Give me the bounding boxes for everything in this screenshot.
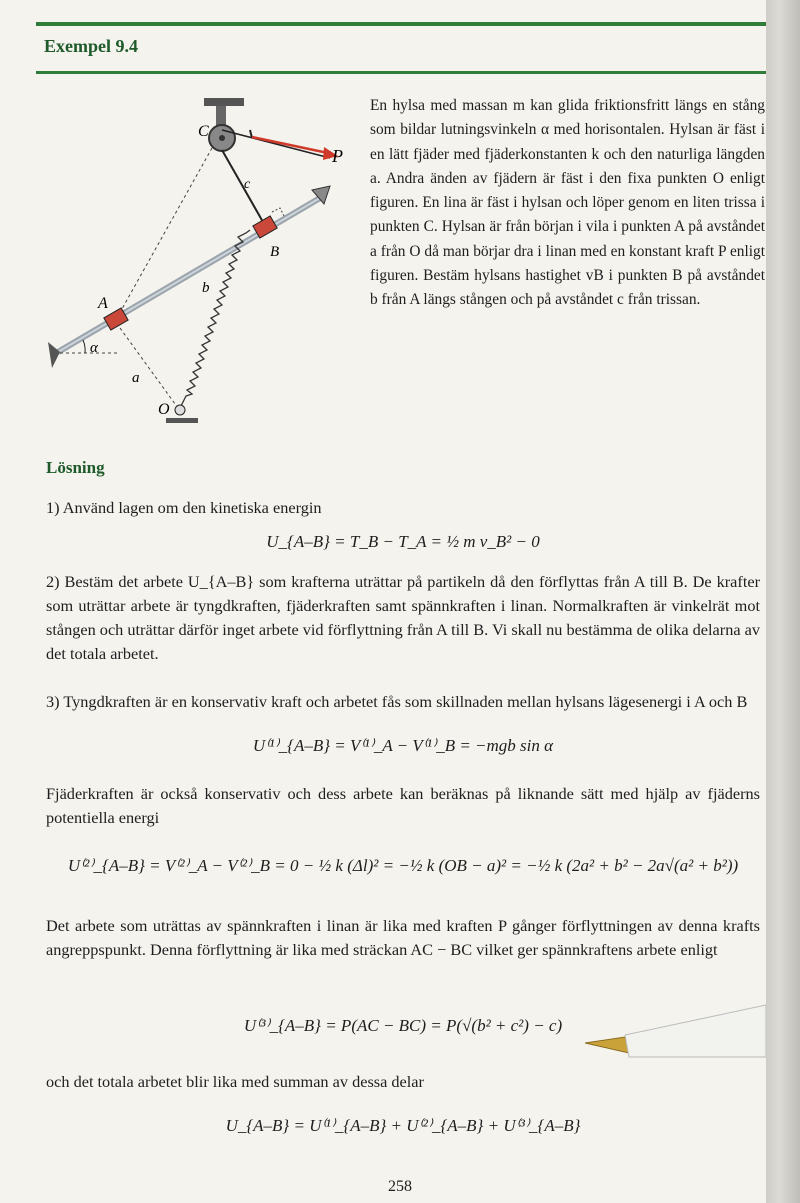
cord-c: [222, 150, 263, 222]
example-heading: Exempel 9.4: [44, 36, 138, 56]
support-left: [48, 342, 60, 368]
label-alpha: α: [90, 340, 98, 356]
page-edge: [766, 0, 800, 1203]
label-c-length: c: [244, 177, 251, 192]
total-text: och det totala arbetet blir lika med summan av dessa delar: [46, 1072, 424, 1091]
label-p: P: [332, 146, 343, 166]
pulley-mount: [204, 98, 244, 106]
label-o: O: [158, 401, 170, 418]
pen-icon: [585, 995, 766, 1085]
heading-rule-top: [36, 22, 766, 26]
step-1: 1) Använd lagen om den kinetiska energin: [46, 498, 322, 517]
label-a-length: a: [132, 370, 140, 386]
solution-title: Lösning: [46, 458, 105, 477]
dashed-ao: [120, 328, 178, 408]
equation-4: U⁽³⁾_{A–B} = P(AC − BC) = P(√(b² + c²) − c): [243, 1016, 563, 1035]
label-c-point: C: [198, 123, 209, 140]
mechanism-figure: [40, 90, 350, 440]
equation-2: U⁽¹⁾_{A–B} = V⁽¹⁾_A − V⁽¹⁾_B = −mgb sin α: [252, 736, 554, 755]
equation-5: U_{A–B} = U⁽¹⁾_{A–B} + U⁽²⁾_{A–B} + U⁽³⁾_{A–B}: [225, 1116, 581, 1135]
label-b-point: B: [270, 244, 280, 260]
force-arrow: [252, 137, 328, 153]
tension-text: Det arbete som uträttas av spännkraften i linan är lika med kraften P gånger förflyttningen av denna krafts angreppspunkt. Denna förflyttning är lika med sträckan AC − BC vilket ger spännkraftens arbete enligt: [46, 916, 760, 959]
spring-text: Fjäderkraften är också konservativ och dess arbete kan beräknas på liknande sätt med hjälp av fjäderns potentiella energi: [46, 784, 760, 827]
force-line: [222, 130, 330, 158]
step-3: 3) Tyngdkraften är en konservativ kraft och arbetet fås som skillnaden mellan hylsans lägesenergi i A och B: [46, 692, 748, 711]
equation-1: U_{A–B} = T_B − T_A = ½ m v_B² − 0: [266, 532, 540, 551]
page-number: 258: [388, 1178, 412, 1195]
label-b-length: b: [202, 280, 210, 296]
ground-o: [166, 418, 198, 423]
heading-rule-bottom: [36, 71, 766, 74]
equation-3: U⁽²⁾_{A–B} = V⁽²⁾_A − V⁽²⁾_B = 0 − ½ k (Δl)² = −½ k (OB − a)² = −½ k (2a² + b² − 2a√(a² + b²)): [67, 856, 739, 875]
step-2: 2) Bestäm det arbete U_{A–B} som krafterna uträttar på partikeln då den förflyttas från A till B. De krafter som uträttar arbete är tyngdkraften, fjäderkraften samt spännkraften i linan. Normalkraften är vinkelrät mot stången och uträttar därför inget arbete vid förflyttning från A till B. Vi skall nu bestämma de olika delarna av det totala arbetet.: [46, 572, 760, 663]
label-a-point: A: [98, 295, 108, 312]
problem-statement: En hylsa med massan m kan glida friktionsfritt längs en stång som bildar lutningsvinkeln α med horisontalen. Hylsan är fäst i en lätt fjäder med fjäderkonstanten k och den naturliga längden a. Andra änden av fjädern är fäst i den fixa punkten O enligt figuren. En lina är fäst i hylsan och löper genom en liten trissa i punkten C. Hylsan är från början i vila i punkten A på avståndet a från O då man börjar dra i linan med en konstant kraft P enligt figuren. Bestäm hylsans hastighet vB i punkten B på avståndet b från A längs stången och på avståndet c från trissan.: [370, 97, 765, 309]
